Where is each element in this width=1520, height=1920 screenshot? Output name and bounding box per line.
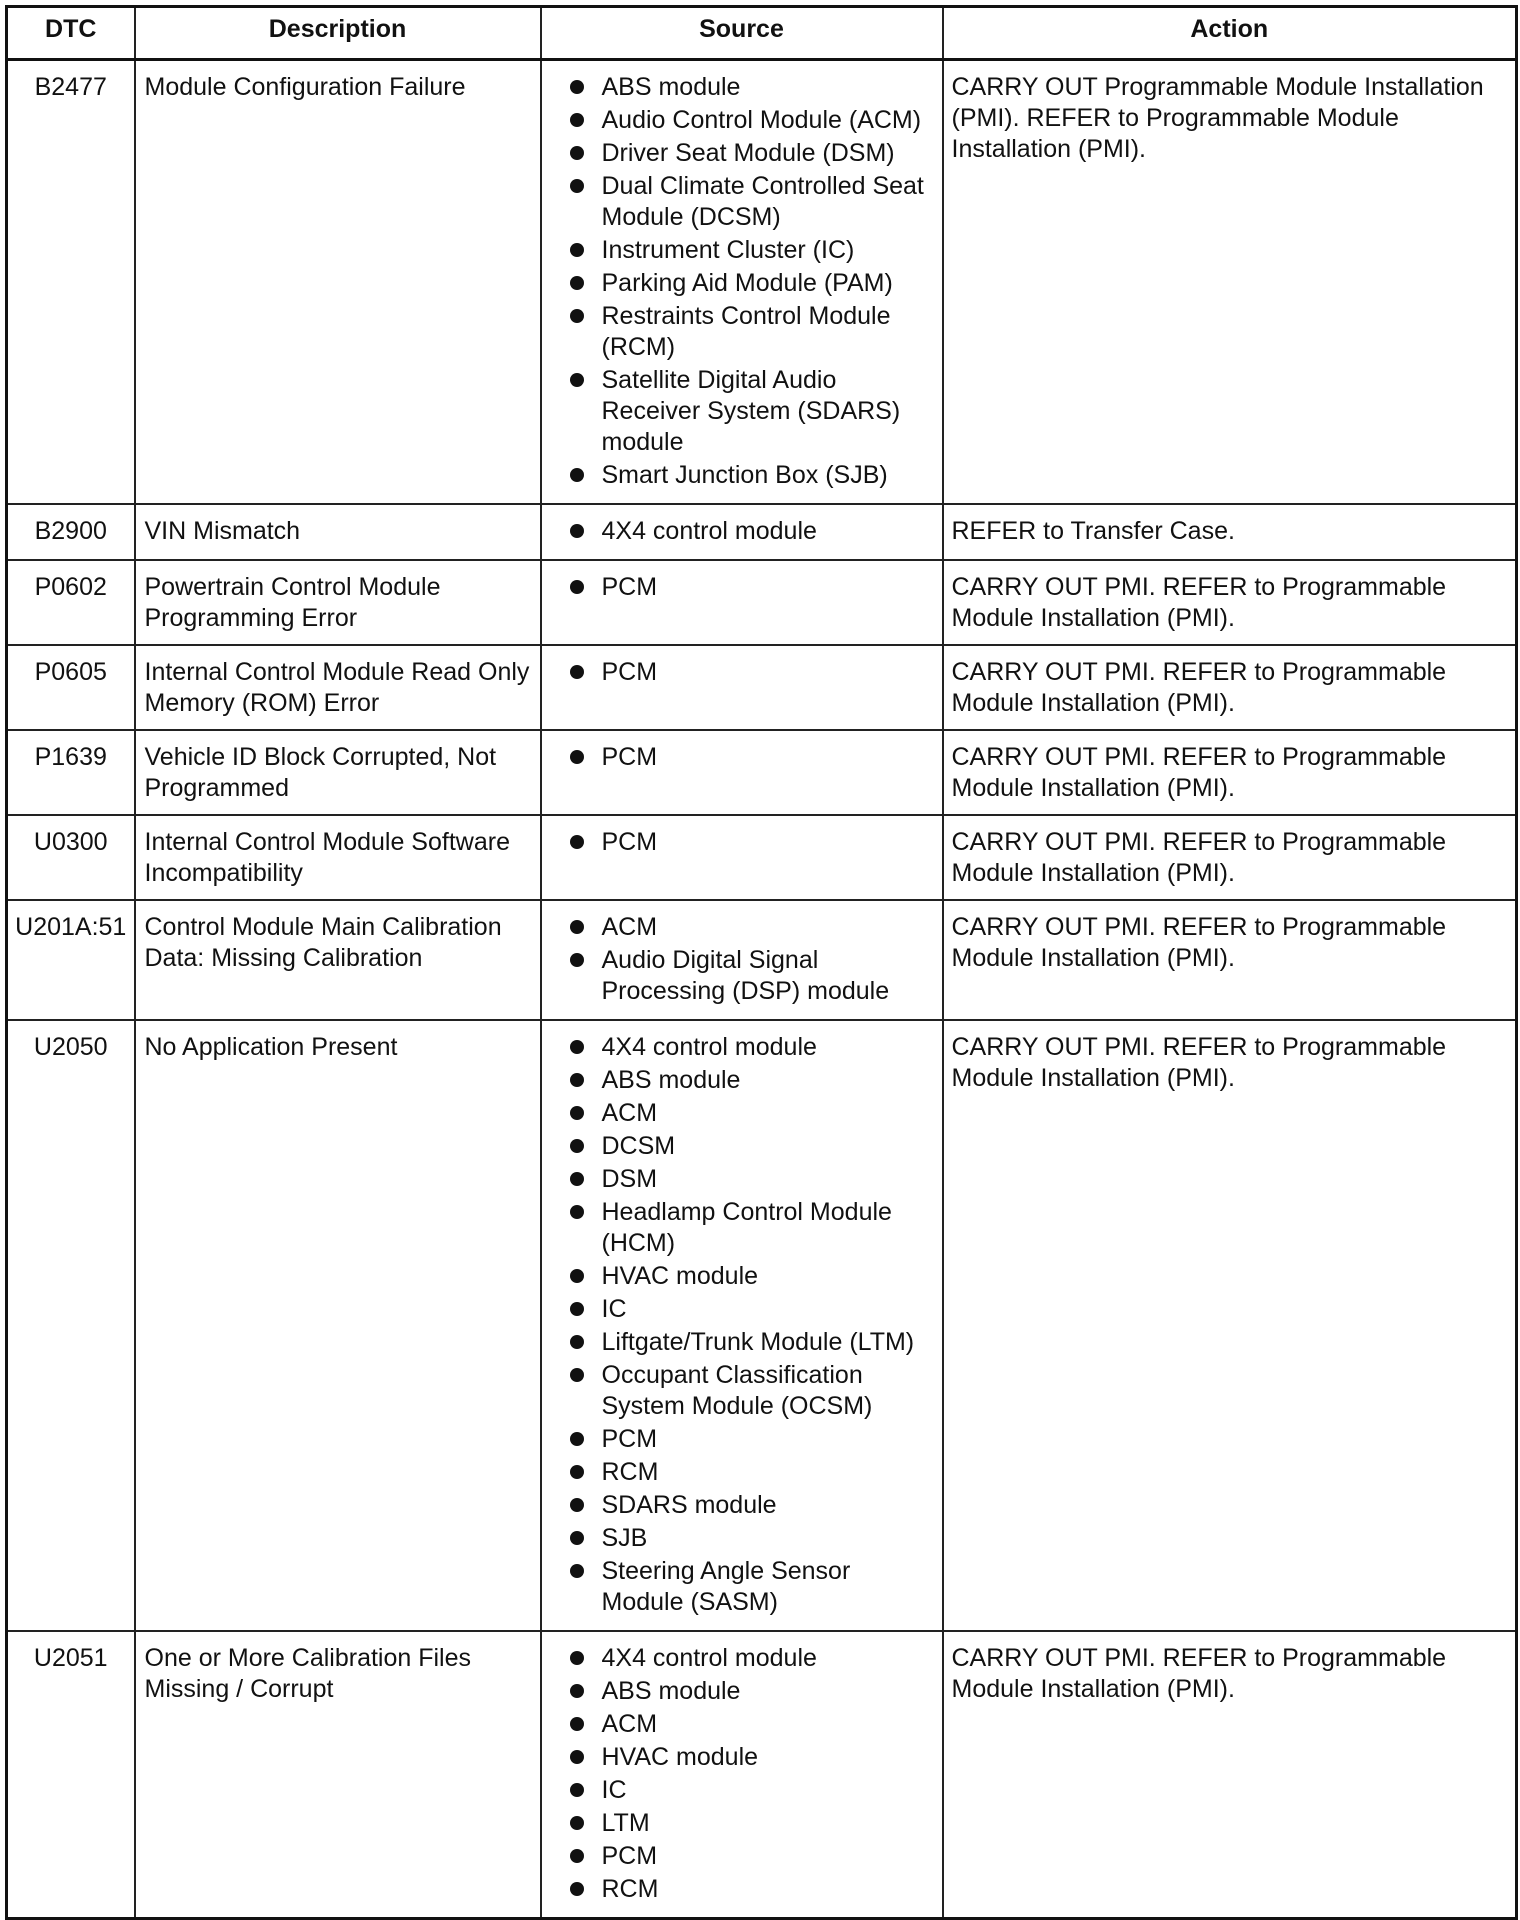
dtc-code: P0605: [7, 645, 135, 730]
source-list-item: Driver Seat Module (DSM): [568, 138, 936, 169]
source-list: [568, 516, 936, 547]
header-row: [7, 7, 1517, 60]
source-list: [568, 742, 936, 773]
dtc-source-cell: [541, 730, 943, 815]
source-list-item: HVAC module: [568, 1261, 936, 1292]
source-list-item: ABS module: [568, 1065, 936, 1096]
source-list-item: PCM: [568, 1841, 936, 1872]
table-row: [7, 1020, 1517, 1631]
header-action: Action: [943, 7, 1517, 60]
source-list-item: Dual Climate Controlled Seat Module (DCSM): [568, 171, 936, 233]
source-list-item: DSM: [568, 1164, 936, 1195]
header-dtc: DTC: [7, 7, 135, 60]
dtc-source-cell: [541, 504, 943, 560]
source-list-item: Audio Digital Signal Processing (DSP) module: [568, 945, 936, 1007]
dtc-code: B2477: [7, 60, 135, 505]
dtc-code: U2051: [7, 1631, 135, 1919]
dtc-description: Internal Control Module Read Only Memory (ROM) Error: [135, 645, 541, 730]
dtc-description: Internal Control Module Software Incompatibility: [135, 815, 541, 900]
source-list: [568, 1032, 936, 1618]
dtc-description: Module Configuration Failure: [135, 60, 541, 505]
dtc-description: Control Module Main Calibration Data: Missing Calibration: [135, 900, 541, 1020]
source-list: [568, 657, 936, 688]
source-list-item: PCM: [568, 572, 936, 603]
header-description: Description: [135, 7, 541, 60]
source-list-item: SDARS module: [568, 1490, 936, 1521]
dtc-source-cell: [541, 900, 943, 1020]
source-list: [568, 912, 936, 1007]
dtc-action: REFER to Transfer Case.: [943, 504, 1517, 560]
source-list-item: 4X4 control module: [568, 1032, 936, 1063]
source-list-item: SJB: [568, 1523, 936, 1554]
source-list-item: ABS module: [568, 1676, 936, 1707]
header-source: Source: [541, 7, 943, 60]
table-row: [7, 1631, 1517, 1919]
dtc-action: CARRY OUT PMI. REFER to Programmable Module Installation (PMI).: [943, 815, 1517, 900]
source-list-item: Instrument Cluster (IC): [568, 235, 936, 266]
table-row: [7, 60, 1517, 505]
dtc-action: CARRY OUT Programmable Module Installation (PMI). REFER to Programmable Module Installation (PMI).: [943, 60, 1517, 505]
source-list-item: 4X4 control module: [568, 516, 936, 547]
table-row: [7, 560, 1517, 645]
table-row: [7, 900, 1517, 1020]
dtc-action: CARRY OUT PMI. REFER to Programmable Module Installation (PMI).: [943, 900, 1517, 1020]
source-list-item: Restraints Control Module (RCM): [568, 301, 936, 363]
source-list-item: HVAC module: [568, 1742, 936, 1773]
dtc-source-cell: [541, 645, 943, 730]
source-list-item: Headlamp Control Module (HCM): [568, 1197, 936, 1259]
source-list-item: IC: [568, 1775, 936, 1806]
source-list-item: Satellite Digital Audio Receiver System (SDARS) module: [568, 365, 936, 458]
source-list-item: Parking Aid Module (PAM): [568, 268, 936, 299]
source-list-item: 4X4 control module: [568, 1643, 936, 1674]
source-list-item: PCM: [568, 742, 936, 773]
source-list-item: ABS module: [568, 72, 936, 103]
source-list-item: ACM: [568, 1098, 936, 1129]
source-list: [568, 72, 936, 491]
source-list-item: Occupant Classification System Module (OCSM): [568, 1360, 936, 1422]
dtc-source-cell: [541, 815, 943, 900]
table-row: [7, 815, 1517, 900]
dtc-description: Powertrain Control Module Programming Error: [135, 560, 541, 645]
source-list: [568, 1643, 936, 1905]
source-list: [568, 572, 936, 603]
source-list: [568, 827, 936, 858]
dtc-source-cell: [541, 1020, 943, 1631]
table-row: [7, 645, 1517, 730]
source-list-item: ACM: [568, 912, 936, 943]
source-list-item: Audio Control Module (ACM): [568, 105, 936, 136]
source-list-item: Steering Angle Sensor Module (SASM): [568, 1556, 936, 1618]
dtc-description: VIN Mismatch: [135, 504, 541, 560]
dtc-code: U2050: [7, 1020, 135, 1631]
table-body: [7, 60, 1517, 1919]
dtc-description: Vehicle ID Block Corrupted, Not Programmed: [135, 730, 541, 815]
dtc-action: CARRY OUT PMI. REFER to Programmable Module Installation (PMI).: [943, 730, 1517, 815]
dtc-table: [5, 5, 1518, 1920]
dtc-action: CARRY OUT PMI. REFER to Programmable Module Installation (PMI).: [943, 1631, 1517, 1919]
source-list-item: Smart Junction Box (SJB): [568, 460, 936, 491]
source-list-item: LTM: [568, 1808, 936, 1839]
dtc-code: P0602: [7, 560, 135, 645]
source-list-item: IC: [568, 1294, 936, 1325]
source-list-item: PCM: [568, 657, 936, 688]
dtc-action: CARRY OUT PMI. REFER to Programmable Module Installation (PMI).: [943, 1020, 1517, 1631]
table-row: [7, 504, 1517, 560]
dtc-description: One or More Calibration Files Missing / Corrupt: [135, 1631, 541, 1919]
dtc-action: CARRY OUT PMI. REFER to Programmable Module Installation (PMI).: [943, 560, 1517, 645]
dtc-source-cell: [541, 1631, 943, 1919]
source-list-item: Liftgate/Trunk Module (LTM): [568, 1327, 936, 1358]
source-list-item: ACM: [568, 1709, 936, 1740]
table-row: [7, 730, 1517, 815]
source-list-item: PCM: [568, 1424, 936, 1455]
source-list-item: RCM: [568, 1874, 936, 1905]
dtc-code: P1639: [7, 730, 135, 815]
dtc-code: B2900: [7, 504, 135, 560]
dtc-code: U0300: [7, 815, 135, 900]
dtc-source-cell: [541, 60, 943, 505]
dtc-action: CARRY OUT PMI. REFER to Programmable Module Installation (PMI).: [943, 645, 1517, 730]
source-list-item: RCM: [568, 1457, 936, 1488]
dtc-source-cell: [541, 560, 943, 645]
source-list-item: DCSM: [568, 1131, 936, 1162]
source-list-item: PCM: [568, 827, 936, 858]
dtc-description: No Application Present: [135, 1020, 541, 1631]
dtc-code: U201A:51: [7, 900, 135, 1020]
